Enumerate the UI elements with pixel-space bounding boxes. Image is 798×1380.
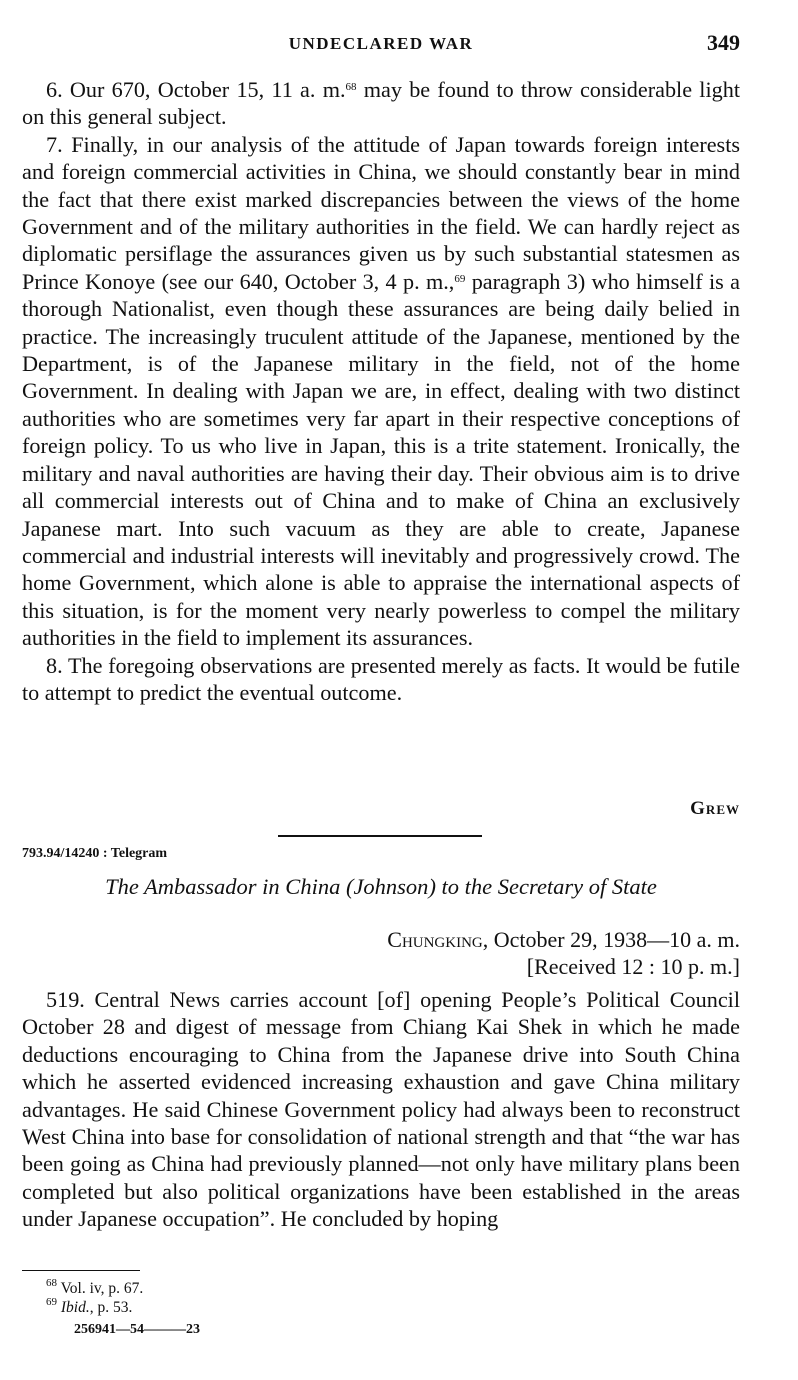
dateline-place-date <box>387 926 740 953</box>
document-heading <box>22 874 740 900</box>
footnotes <box>46 1279 143 1317</box>
footnote-69 <box>46 1298 143 1317</box>
file-number: 793.94/14240 : Telegram <box>22 846 168 861</box>
section-divider <box>278 835 482 837</box>
footnote-68-text: Vol. iv, p. 67. <box>60 1280 144 1297</box>
signature: Grew <box>690 798 740 819</box>
footnote-68 <box>46 1279 143 1298</box>
heading-name-wrap <box>353 874 428 899</box>
paragraph-6 <box>22 76 740 131</box>
footnote-rule <box>22 1270 140 1271</box>
footnote-ref-68: 68 <box>345 81 357 93</box>
footnote-ref-69: 69 <box>454 272 466 285</box>
para6-rest: may be found to throw considerable light on this general subject. <box>22 77 740 130</box>
paragraph-8: 8. The foregoing observations are presented merely as facts. It would be futile to attempt to predict the eventual outcome. <box>22 652 740 705</box>
page-number: 349 <box>707 30 740 55</box>
heading-part-b: ) to the Secretary of State <box>428 874 657 899</box>
heading-name: Johnson <box>353 874 429 899</box>
running-title: UNDECLARED WAR <box>288 34 474 53</box>
paragraph-519: 519. Central News carries account [of] opening People’s Political Council October 28 and digest of message from Chiang Kai Shek in which he made deductions encouraging to China from the Japanese drive into South China which he asserted evidenced increasing exhaustion and gave China military advantages. He said Chinese Government policy had always been to reconstruct West China into base for consolidation of national strength and that “the war has been going as China had previously planned—not only have military plans been completed but also political organizations have been established in the areas under Japanese occupation”. He concluded by hoping <box>22 987 740 1232</box>
footnote-69-mark: 69 <box>46 1296 57 1308</box>
printer-line: 256941—54———23 <box>74 1322 200 1337</box>
running-head <box>22 30 740 60</box>
footnote-69-ibid: Ibid. <box>60 1299 90 1316</box>
footnote-69-text: , p. 53. <box>89 1299 133 1316</box>
dateline-date: , October 29, 1938—10 a. m. <box>482 927 740 952</box>
heading-part-a: The Ambassador in China ( <box>105 874 354 899</box>
received-line: [Received 12 : 10 p. m.] <box>526 954 740 980</box>
paragraph-7 <box>22 131 740 652</box>
telegram-body-2 <box>22 986 740 1233</box>
para6-lead: 6. Our 670, October 15, 11 a. m. <box>46 77 346 102</box>
dateline <box>387 926 740 981</box>
footnote-68-mark: 68 <box>46 1277 57 1289</box>
dateline-place: Chungking <box>387 927 483 952</box>
para7-part-a: 7. Finally, in our analysis of the attitude of Japan towards foreign interests and foreign commercial activities in China, we should constantly bear in mind the fact that there exist marked discrepancies between the views of the home Government and of the military authorities in the field. We can hardly reject as diplomatic persiflage the assurances given us by such substantial statesmen as Prince Konoye (see our 640, October 3, 4 p. m., <box>22 131 740 294</box>
para7-part-b: paragraph 3) who himself is a thorough Nationalist, even though these assurances are being daily belied in practice. The increasingly truculent attitude of the Japanese, mentioned by the Department, is of the Japanese military in the field, not of the home Government. In dealing with Japan we are, in effect, dealing with two distinct authorities who are sometimes very far apart in their respective conceptions of foreign policy. To us who live in Japan, this is a trite statement. Ironically, the military and naval authorities are having their day. Their obvious aim is to drive all commercial interests out of China and to make of China an exclusively Japanese mart. Into such vacuum as they are able to create, Japanese commercial and industrial interests will inevitably and progressively crowd. The home Government, which alone is able to appraise the international aspects of this situation, is for the moment very nearly powerless to compel the military authorities in the field to implement its assurances. <box>22 268 740 651</box>
telegram-body-1 <box>22 76 740 706</box>
